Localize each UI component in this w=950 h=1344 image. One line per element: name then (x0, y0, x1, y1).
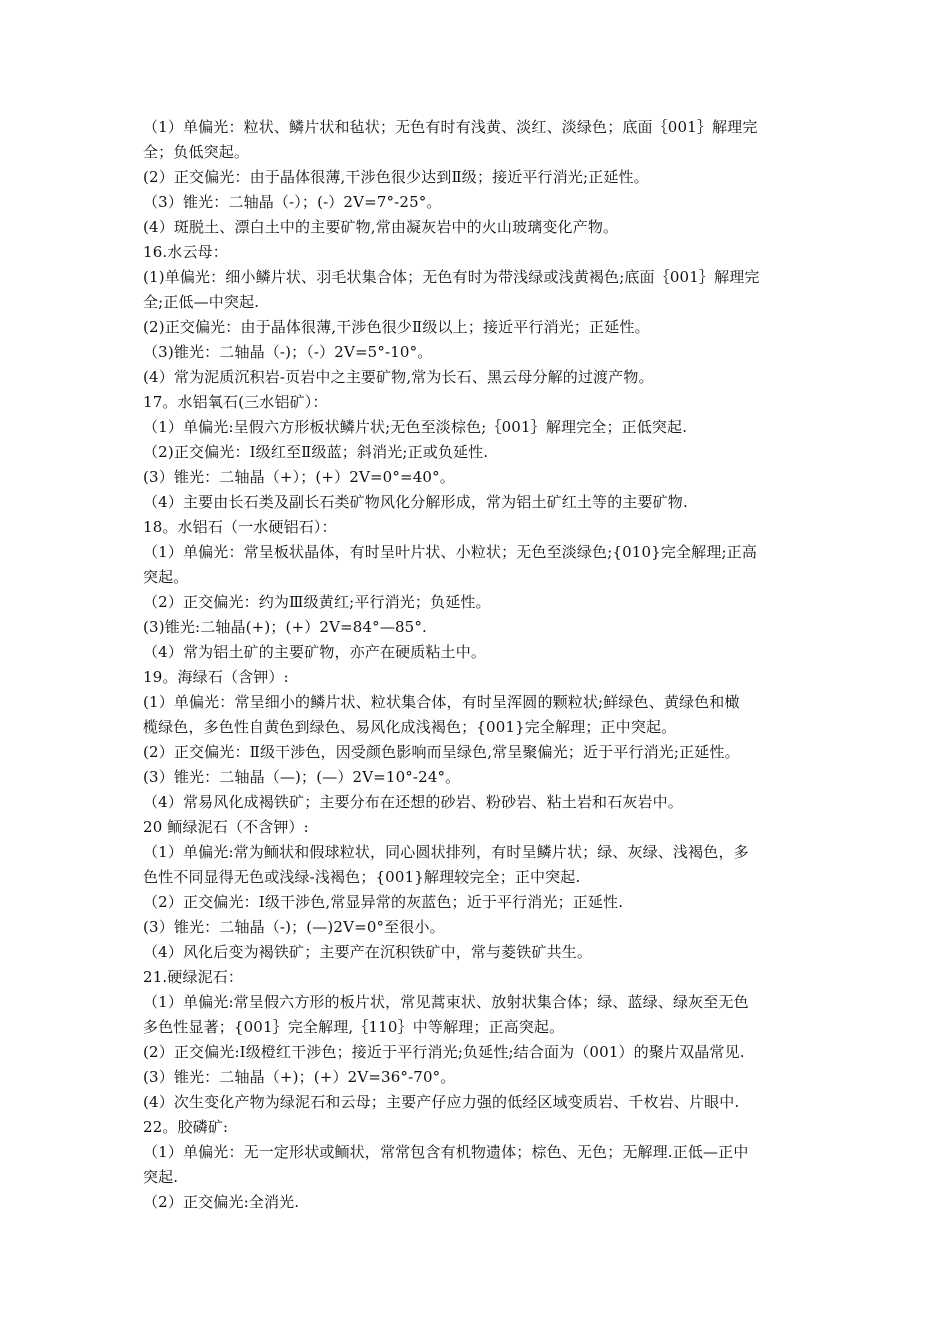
text-line: （1）单偏光：常呈板状晶体，有时呈叶片状、小粒状；无色至淡绿色;{010}完全解理;正高 (143, 543, 757, 561)
text-line: (2）正交偏光:Ⅰ级橙红干涉色；接近于平行消光;负延性;结合面为（001）的聚片双晶常见. (143, 1043, 745, 1061)
text-line: (1）单偏光：常呈细小的鳞片状、粒状集合体，有时呈浑圆的颗粒状;鲜绿色、黄绿色和橄 (143, 693, 740, 711)
text-line: (2)正交偏光：由于晶体很薄,干涉色很少Ⅱ级以上；接近平行消光；正延性。 (143, 318, 650, 336)
text-line: (2）正交偏光：Ⅱ级干涉色，因受颜色影响而呈绿色,常呈聚偏光；近于平行消光;正延性。 (143, 743, 740, 761)
text-line: (4）常为泥质沉积岩-页岩中之主要矿物,常为长石、黑云母分解的过渡产物。 (143, 368, 654, 386)
text-line: 色性不同显得无色或浅绿-浅褐色；{001}解理较完全；正中突起. (143, 868, 581, 886)
text-line: （4）风化后变为褐铁矿；主要产在沉积铁矿中，常与菱铁矿共生。 (143, 943, 593, 961)
text-line: （4）常为铝土矿的主要矿物，亦产在硬质粘土中。 (143, 643, 486, 661)
text-line: （1）单偏光:呈假六方形板状鳞片状;无色至淡棕色;｛001｝解理完全；正低突起. (143, 418, 688, 436)
text-line: (3)锥光:二轴晶(+)；(+）2V=84°—85°. (143, 618, 427, 636)
section-heading: 16.水云母： (143, 243, 228, 261)
text-line: （2）正交偏光:全消光. (143, 1193, 300, 1211)
section-heading: 17。水铝氧石(三水铝矿）： (143, 393, 328, 411)
text-line: 全;正低—中突起. (143, 293, 260, 311)
text-line: （4）常易风化成褐铁矿；主要分布在还想的砂岩、粉砂岩、粘土岩和石灰岩中。 (143, 793, 683, 811)
text-line: 突起。 (143, 568, 189, 586)
text-line: 突起. (143, 1168, 179, 1186)
text-line: (3）锥光：二轴晶（+）；(+）2V=0°=40°。 (143, 468, 455, 486)
text-line: (4）次生变化产物为绿泥石和云母；主要产仔应力强的低经区域变质岩、千枚岩、片眼中. (143, 1093, 740, 1111)
text-line: （2)正交偏光：Ⅰ级红至Ⅱ级蓝；斜消光;正或负延性. (143, 443, 489, 461)
section-heading: 20 鲕绿泥石（不含钾）: (143, 818, 309, 836)
text-line: （3）锥光：二轴晶（-）；(-）2V=7°-25°。 (143, 193, 442, 211)
text-line: 榄绿色，多色性自黄色到绿色、易风化成浅褐色；{001}完全解理；正中突起。 (143, 718, 677, 736)
section-heading: 21.硬绿泥石： (143, 968, 244, 986)
text-line: (4）斑脱土、漂白土中的主要矿物,常由凝灰岩中的火山玻璃变化产物。 (143, 218, 619, 236)
section-heading: 18。水铝石（一水硬铝石）： (143, 518, 337, 536)
text-line: (3）锥光：二轴晶（—)；(—）2V=10°-24°。 (143, 768, 461, 786)
text-line: 全；负低突起。 (143, 143, 250, 161)
text-line: （2）正交偏光：Ⅰ级干涉色,常显异常的灰蓝色；近于平行消光；正延性. (143, 893, 624, 911)
text-line: （1）单偏光：无一定形状或鲕状，常常包含有机物遗体；棕色、无色；无解理.正低—正中 (143, 1143, 749, 1161)
text-line: （1）单偏光:常呈假六方形的板片状，常见蒿束状、放射状集合体；绿、蓝绿、绿灰至无色 (143, 993, 749, 1011)
text-line: （3)锥光：二轴晶（-)；（-）2V=5°-10°。 (143, 343, 433, 361)
text-line: （2）正交偏光：约为Ⅲ级黄红;平行消光；负延性。 (143, 593, 491, 611)
section-heading: 22。胶磷矿: (143, 1118, 229, 1136)
text-line: （4）主要由长石类及副长石类矿物风化分解形成，常为铝土矿红土等的主要矿物. (143, 493, 688, 511)
document-body (143, 115, 815, 1215)
text-line: (3）锥光：二轴晶（+)；(+）2V=36°-70°。 (143, 1068, 456, 1086)
text-line: 多色性显著；{001｝完全解理,｛110｝中等解理；正高突起。 (143, 1018, 565, 1036)
text-line: (3）锥光：二轴晶（-)；(—)2V=0°至很小。 (143, 918, 445, 936)
text-line: (1)单偏光：细小鳞片状、羽毛状集合体；无色有时为带浅绿或浅黄褐色;底面｛001｝解理完 (143, 268, 760, 286)
text-line: (2）正交偏光：由于晶体很薄,干涉色很少达到Ⅱ级；接近平行消光;正延性。 (143, 168, 649, 186)
section-heading: 19。海绿石（含钾）: (143, 668, 289, 686)
text-line: （1）单偏光:常为鲕状和假球粒状，同心圆状排列，有时呈鳞片状；绿、灰绿、浅褐色，多 (143, 843, 749, 861)
text-line: （1）单偏光：粒状、鳞片状和毡状；无色有时有浅黄、淡红、淡绿色；底面｛001｝解理完 (143, 118, 758, 136)
